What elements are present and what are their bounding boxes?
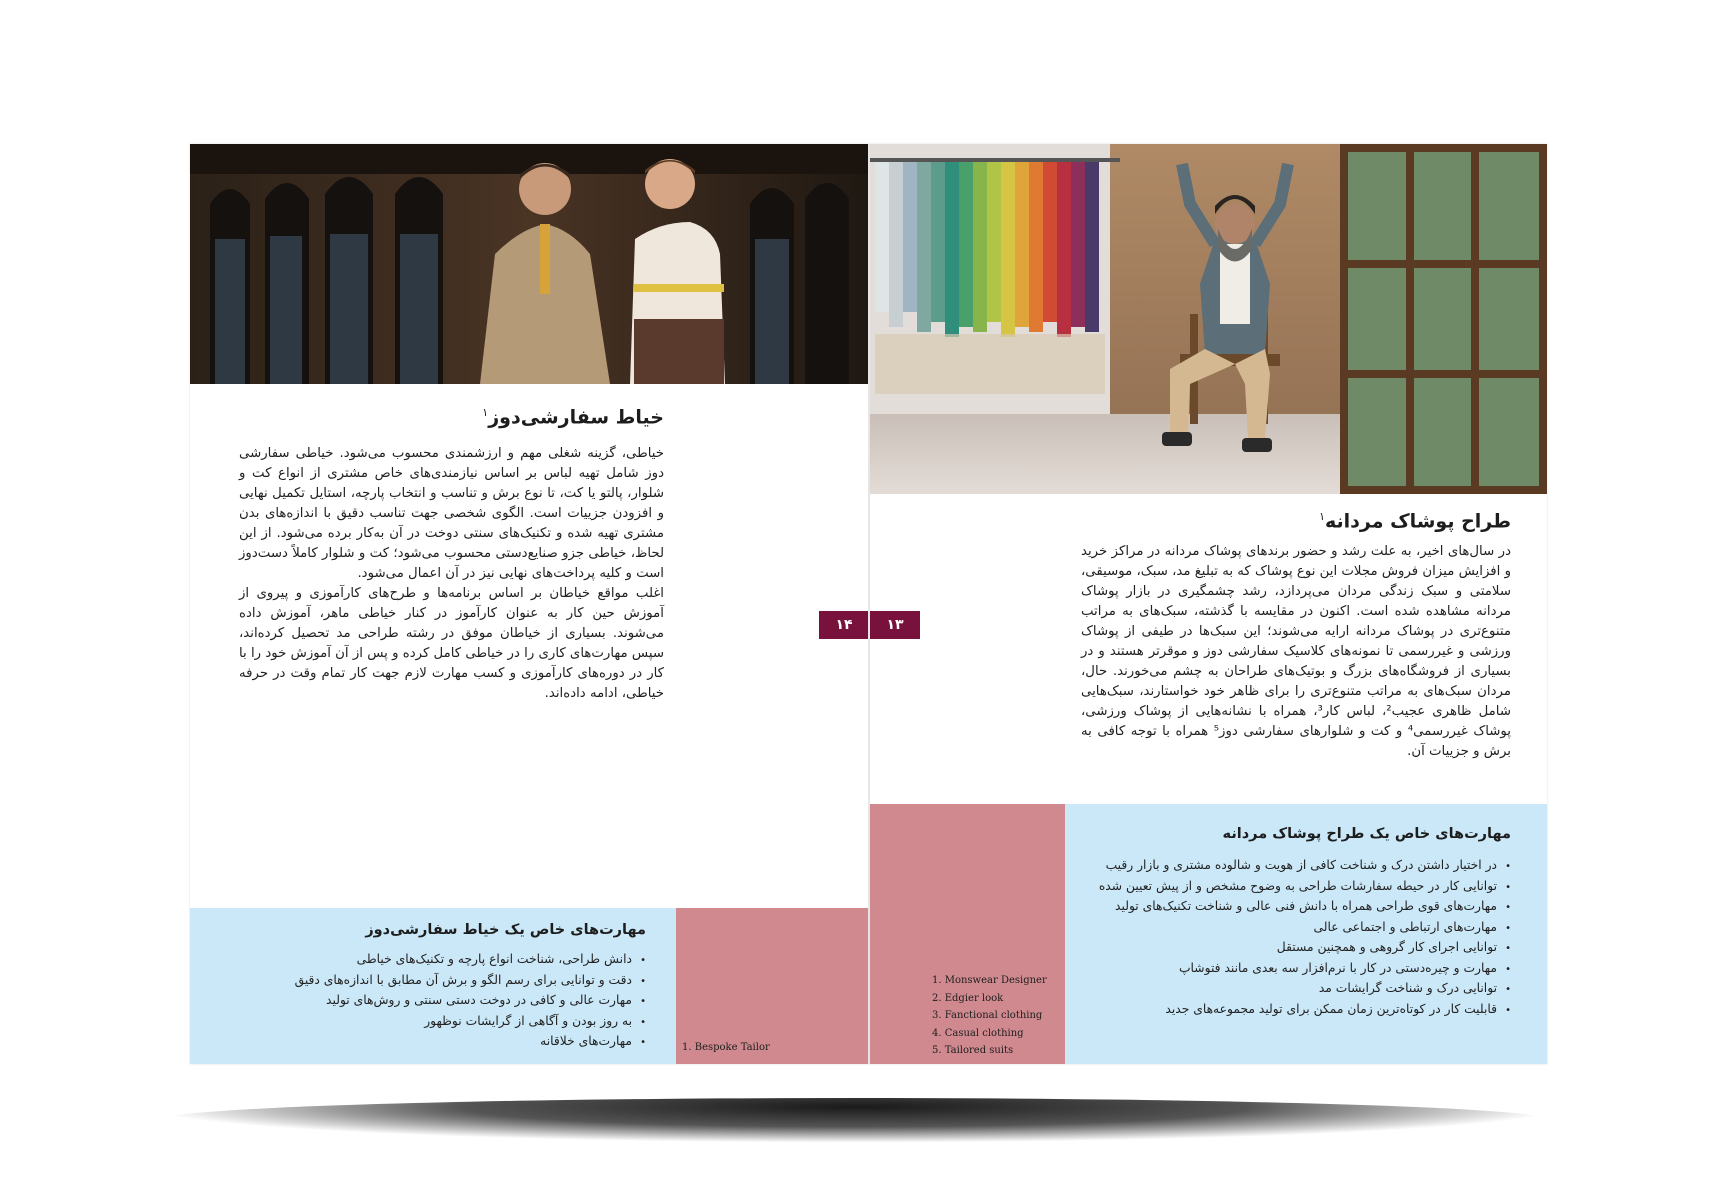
paragraph: اغلب مواقع خیاطان بر اساس برنامه‌ها و طرح‌های کارآموزی و پیروی از آموزش حین کار به عنوان کارآموز در کنار خیاطی ماهر، آموزش داده می‌شوند. بسیاری از خیاطان موفق در رشته طراحی مد تحصیل کرده‌اند، سپس مهارت‌های کاری را در خیاطی کامل کرده و پس از آن آموزش خود را با کار در دوره‌های کارآموزی و کسب مهارت لازم جهت کار تمام وقت در حرفه خیاطی، ادامه داده‌اند.	[239, 586, 664, 701]
footnote: 1. Monswear Designer	[932, 975, 1047, 986]
list-item: • مهارت‌های خلاقانه	[206, 1032, 646, 1053]
skills-title: مهارت‌های خاص یک خیاط سفارشی‌دوز	[365, 922, 646, 938]
book-shadow	[160, 1098, 1550, 1142]
skills-box	[190, 908, 676, 1064]
skills-box	[1065, 804, 1547, 1064]
article-title: طراح پوشاک مردانه$^۱$	[1319, 510, 1511, 533]
footnotes-list	[932, 972, 1047, 1060]
list-item: • توانایی درک و شناخت گرایشات مد	[1081, 979, 1511, 1000]
article-body	[1081, 542, 1511, 762]
list-item: • مهارت عالی و کافی در دوخت دستی سنتی و روش‌های تولید	[206, 991, 646, 1012]
skills-list	[1081, 856, 1511, 1020]
list-item: • توانایی کار در حیطه سفارشات طراحی به وضوح مشخص و از پیش تعیین شده	[1081, 877, 1511, 898]
footnotes-box	[870, 804, 1065, 1064]
list-item: • دانش طراحی، شناخت انواع پارچه و تکنیک‌های خیاطی	[206, 950, 646, 971]
footnote: 1. Bespoke Tailor	[682, 1041, 770, 1053]
article-body	[239, 444, 664, 704]
page-number: ۱۴	[819, 611, 869, 639]
list-item: • توانایی اجرای کار گروهی و همچنین مستقل	[1081, 938, 1511, 959]
skills-list	[206, 950, 646, 1053]
list-item: • قابلیت کار در کوتاه‌ترین زمان ممکن برای تولید مجموعه‌های جدید	[1081, 1000, 1511, 1021]
paragraph: خیاطی، گزینه شغلی مهم و ارزشمندی محسوب می‌شود. خیاطی سفارشی دوز شامل تهیه لباس بر اساس نیازمندی‌های خاص مشتری از انواع کت و شلوار، پالتو یا کت، تا نوع برش و تناسب و انتخاب پارچه، استایل تکمیل نهایی و افزودن جزییات است. الگوی شخصی جهت تناسب دقیق با اندازه‌های بدن مشتری تهیه شده و تکنیک‌های سنتی دوخت در آن به‌کار برده می‌شود. از این لحاظ، خیاطی جزو صنایع‌دستی محسوب می‌شود؛ کت و شلوار کاملاً دست‌دوز است و کلیه پرداخت‌های نهایی نیز در آن اعمال می‌شود.	[239, 446, 664, 581]
list-item: • مهارت و چیره‌دستی در کار با نرم‌افزار سه بعدی مانند فتوشاپ	[1081, 959, 1511, 980]
page-number: ۱۳	[870, 611, 920, 639]
designer-photo	[870, 144, 1547, 494]
list-item: • مهارت‌های قوی طراحی همراه با دانش فنی عالی و شناخت تکنیک‌های تولید	[1081, 897, 1511, 918]
article-title: خیاط سفارشی‌دوز$^۱$	[482, 406, 664, 429]
magazine-spread	[190, 144, 1547, 1064]
paragraph: در سال‌های اخیر، به علت رشد و حضور برندهای پوشاک مردانه در مراکز خرید و افزایش میزان فروش مجلات این نوع پوشاک که به تبلیغ مد، سبک، موسیقی، سلامتی و سبک زندگی مردان می‌پردازد، رشد چشمگیری در بازار پوشاک مردانه مشاهده شده است. اکنون در مقایسه با گذشته، سبک‌های به مراتب متنوع‌تری در پوشاک مردانه ارایه می‌شوند؛ این سبک‌ها در طیفی از پوشاک ورزشی و غیررسمی تا نمونه‌های کلاسیک سفارشی دوز و موقرتر هستند و در بسیاری از فروشگاه‌های بزرگ و بوتیک‌های طراحان به چشم می‌خورند. حال، مردان سبک‌های به مراتب متنوع‌تری را برای ظاهر خود خواستارند، سبک‌هایی شامل ظاهری عجیب²، لباس کار³، همراه با نشانه‌هایی از پوشاک ورزشی، پوشاک غیررسمی⁴ و کت و شلوارهای سفارشی دوز⁵ همراه با توجه کافی به برش و جزییات آن.	[1081, 544, 1512, 759]
footnotes-box	[676, 908, 869, 1064]
skills-title: مهارت‌های خاص یک طراح پوشاک مردانه	[1222, 826, 1511, 842]
footnotes-list	[682, 1039, 770, 1057]
list-item: • مهارت‌های ارتباطی و اجتماعی عالی	[1081, 918, 1511, 939]
footnote: 5. Tailored suits	[932, 1045, 1014, 1056]
tailor-photo	[190, 144, 869, 384]
list-item: • دقت و توانایی برای رسم الگو و برش آن مطابق با اندازه‌های دقیق	[206, 971, 646, 992]
footnote: 2. Edgier look	[932, 992, 1004, 1004]
right-page	[870, 144, 1547, 1064]
footnote: 4. Casual clothing	[932, 1027, 1024, 1039]
list-item: • در اختیار داشتن درک و شناخت کافی از هویت و شالوده مشتری و بازار رقیب	[1081, 856, 1511, 877]
left-page	[190, 144, 869, 1064]
footnote: 3. Fanctional clothing	[932, 1010, 1043, 1021]
list-item: • به روز بودن و آگاهی از گرایشات نوظهور	[206, 1012, 646, 1033]
